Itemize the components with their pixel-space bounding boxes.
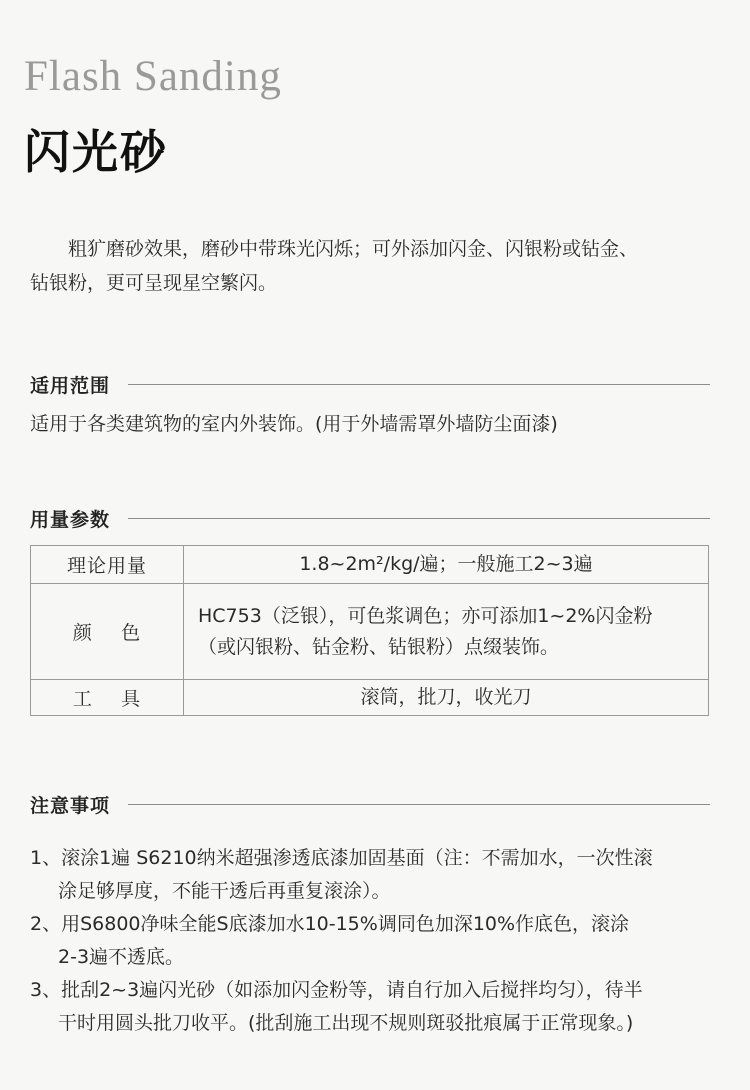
note-item-3 (30, 974, 730, 1040)
color-label: 颜 色 (31, 584, 184, 680)
note-1-line-2: 涂足够厚度，不能干透后再重复滚涂）。 (58, 880, 391, 902)
table-row-usage (31, 546, 709, 584)
notes-section-header (30, 790, 710, 818)
intro-paragraph (30, 232, 720, 300)
note-1-line-1: 1、滚涂1遍 S6210纳米超强渗透底漆加固基面（注：不需加水，一次性滚 (30, 847, 653, 869)
scope-text: 适用于各类建筑物的室内外装饰。(用于外墙需罩外墙防尘面漆) (30, 413, 558, 435)
params-heading: 用量参数 (30, 508, 111, 531)
notes-divider (128, 804, 710, 805)
params-section-header (30, 504, 710, 532)
note-2-line-2: 2-3遍不透底。 (58, 946, 185, 968)
tools-label: 工 具 (31, 680, 184, 716)
tools-value: 滚筒，批刀，收光刀 (184, 680, 709, 716)
params-divider (128, 518, 710, 519)
color-value-line-2: （或闪银粉、钻金粉、钻银粉）点缀装饰。 (198, 635, 560, 658)
table-row-color (31, 584, 709, 680)
note-item-2 (30, 908, 730, 974)
chinese-title: 闪光砂 (24, 125, 168, 179)
intro-line-2: 钻银粉，更可呈现星空繁闪。 (30, 272, 278, 294)
note-3-line-1: 3、批刮2~3遍闪光砂（如添加闪金粉等，请自行加入后搅拌均匀），待半 (30, 979, 643, 1001)
usage-value: 1.8~2m²/kg/遍；一般施工2~3遍 (184, 546, 709, 584)
params-table (30, 545, 709, 716)
usage-label: 理论用量 (31, 546, 184, 584)
note-2-line-1: 2、用S6800净味全能S底漆加水10-15%调同色加深10%作底色，滚涂 (30, 913, 630, 935)
english-title: Flash Sanding (24, 53, 282, 100)
color-value (184, 584, 709, 680)
color-value-line-1: HC753（泛银），可色浆调色；亦可添加1~2%闪金粉 (198, 604, 653, 627)
scope-heading: 适用范围 (30, 374, 111, 397)
scope-divider (128, 384, 710, 385)
note-3-line-2: 干时用圆头批刀收平。(批刮施工出现不规则斑驳批痕属于正常现象。) (58, 1012, 634, 1034)
notes-heading: 注意事项 (30, 794, 111, 817)
intro-line-1: 粗犷磨砂效果，磨砂中带珠光闪烁；可外添加闪金、闪银粉或钻金、 (68, 238, 639, 260)
notes-list (30, 842, 730, 1040)
table-row-tools (31, 680, 709, 716)
note-item-1 (30, 842, 730, 908)
scope-section-header (30, 370, 710, 398)
